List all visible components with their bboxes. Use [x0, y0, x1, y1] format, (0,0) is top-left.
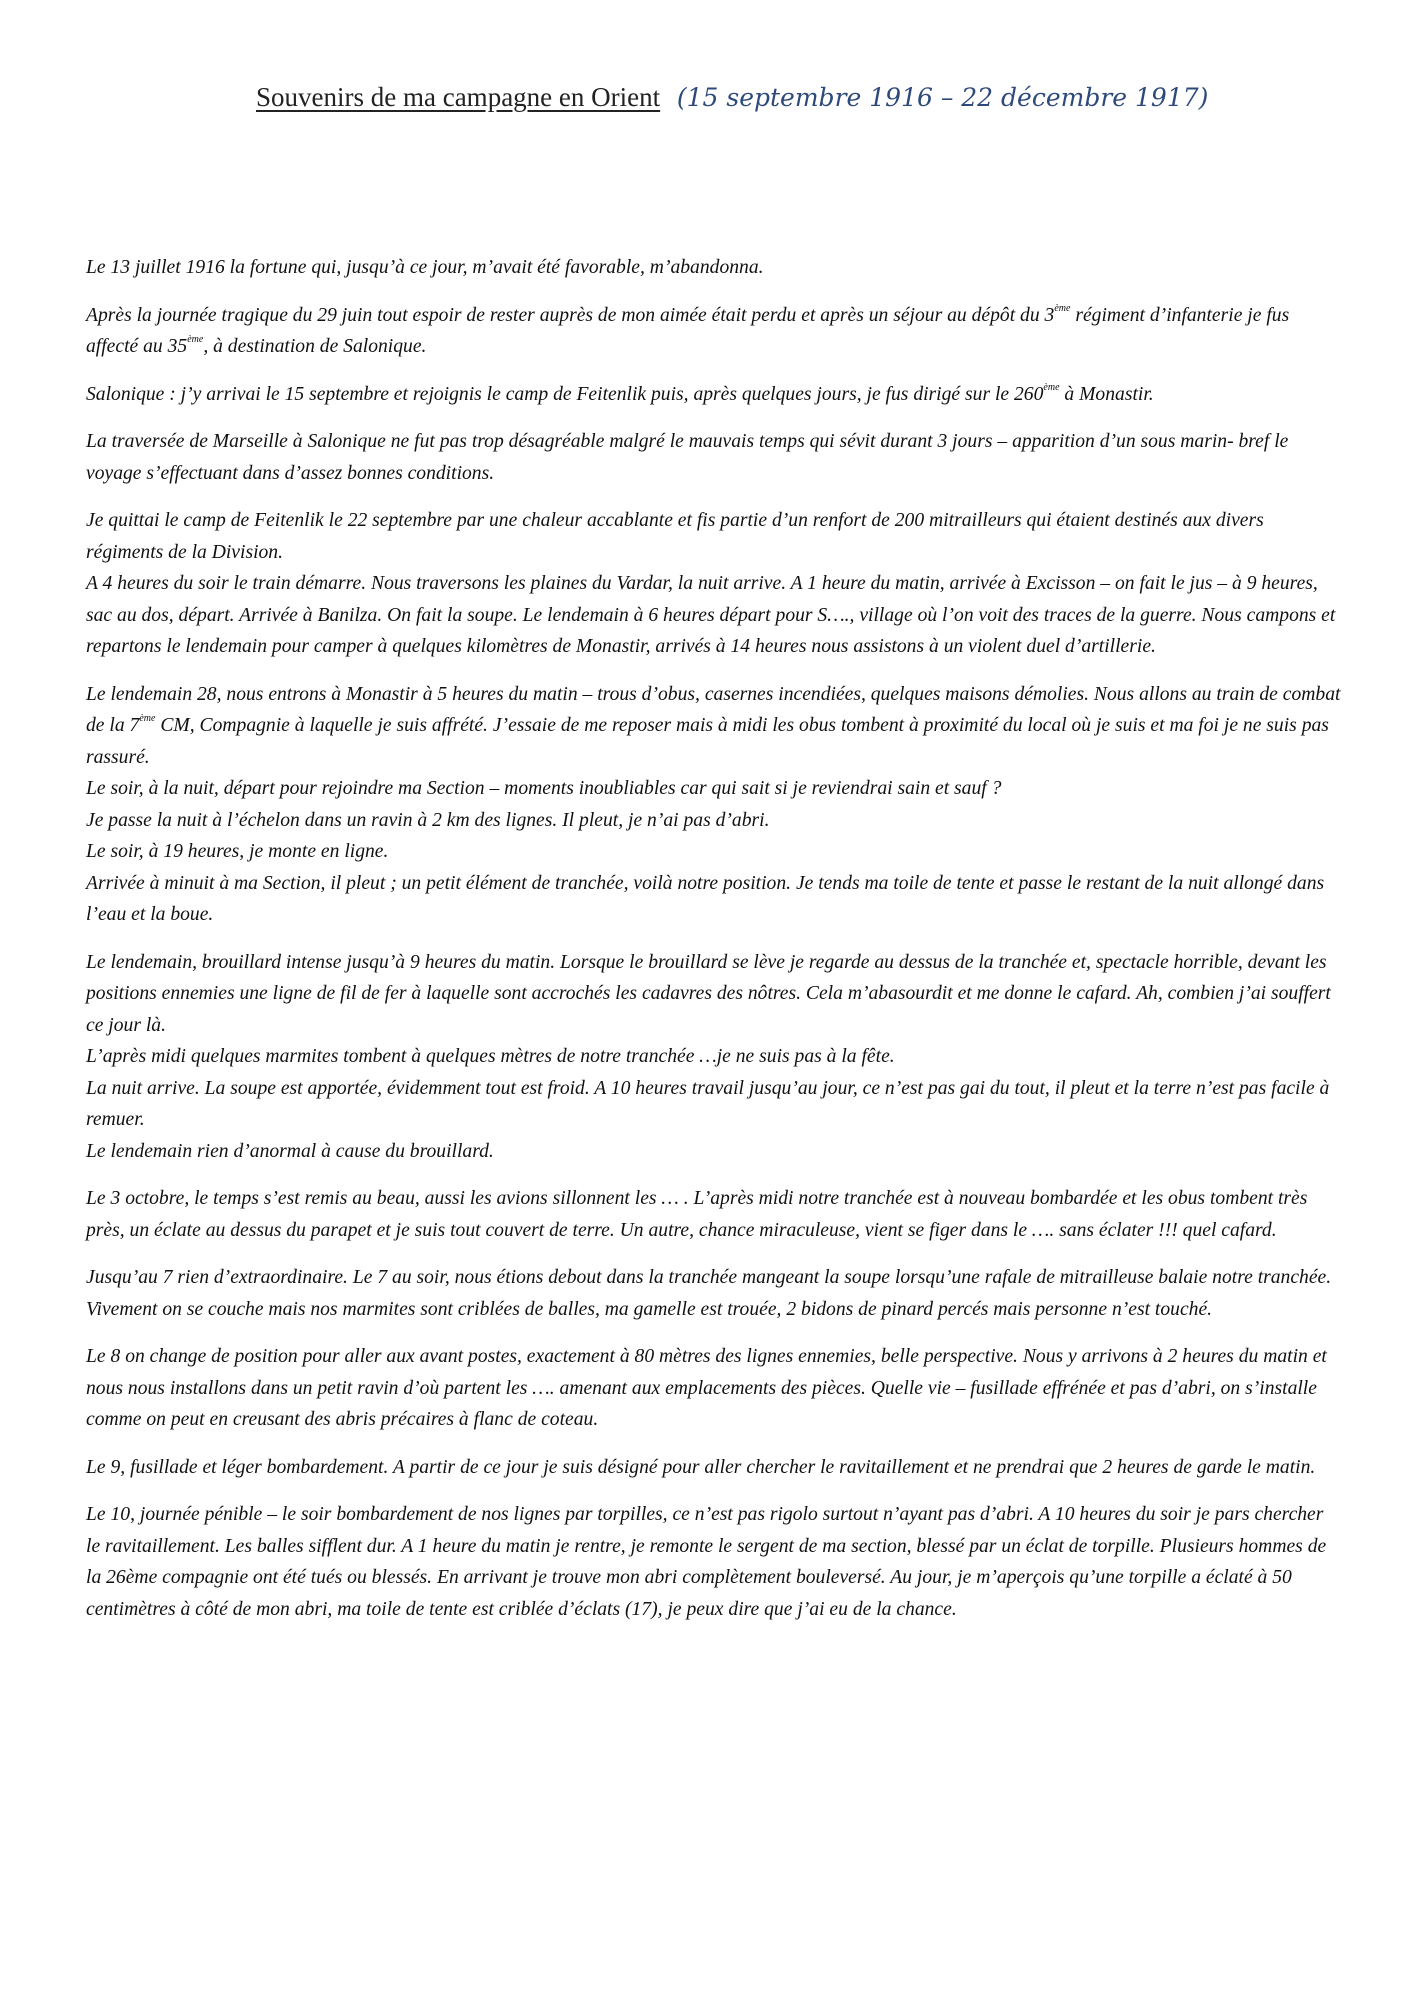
text-segment: Le soir, à 19 heures, je monte en ligne. [86, 841, 389, 862]
text-segment: L’après midi quelques marmites tombent à quelques mètres de notre tranchée …je ne suis pas à la fête. [86, 1046, 895, 1067]
text-segment: régiment d’infanterie je fus affecté au 35 [86, 304, 1290, 357]
text-segment: Le lendemain, brouillard intense jusqu’à 9 heures du matin. Lorsque le brouillard se lève je regarde au dessus de la tranchée et, spectacle horrible, devant les positions ennemies une ligne de fil de fer à laquelle sont accrochés les cadavres des nôtres. Cela m’abasourdit et me donne le cafard. Ah, combien j’ai souffert ce jour là. [86, 951, 1331, 1036]
text-segment: Le soir, à la nuit, départ pour rejoindre ma Section – moments inoubliables car qui sait si je reviendrai sain et sauf ? [86, 778, 1002, 799]
text-segment: A 4 heures du soir le train démarre. Nous traversons les plaines du Vardar, la nuit arrive. A 1 heure du matin, arrivée à Excisson – on fait le jus – à 9 heures, sac au dos, départ. Arrivée à Banilza. On fait la soupe. Le lendemain à 6 heures départ pour S…., village où l’on voit des traces de la guerre. Nous campons et repartons le lendemain pour camper à quelques kilomètres de Monastir, arrivés à 14 heures nous assistons à un violent duel d’artillerie. [86, 573, 1336, 657]
text-segment: Le 10, journée pénible – le soir bombardement de nos lignes par torpilles, ce n’est pas rigolo surtout n’ayant pas d’abri. A 10 heures du soir je pars chercher le ravitaillement. Les balles sifflent dur. A 1 heure du matin je rentre, je remonte le sergent de ma section, blessé par un éclat de torpille. Plusieurs hommes de la 26ème compagnie ont été tués ou blessés. En arrivant je trouve mon abri complètement bouleversé. Au jour, je m’aperçois qu’une torpille a éclaté à 50 centimètres à côté de mon abri, ma toile de tente est criblée d’éclats (17), je peux dire que j’ai eu de la chance. [86, 1504, 1327, 1620]
paragraph [86, 426, 1342, 489]
paragraph [86, 1341, 1342, 1436]
document-title: Souvenirs de ma campagne en Orient [256, 82, 661, 112]
paragraph [86, 1499, 1342, 1625]
paragraph [86, 1452, 1342, 1484]
paragraph [86, 300, 1342, 363]
paragraph [86, 379, 1342, 411]
text-segment: Le 13 juillet 1916 la fortune qui, jusqu’à ce jour, m’avait été favorable, m’abandonna. [86, 257, 764, 278]
paragraph [86, 773, 1342, 805]
text-segment: Après la journée tragique du 29 juin tout espoir de rester auprès de mon aimée était perdu et après un séjour au dépôt du 3 [86, 304, 1055, 326]
paragraph [86, 1183, 1342, 1246]
document-body [86, 252, 1342, 1641]
text-segment: Le 8 on change de position pour aller aux avant postes, exactement à 80 mètres des lignes ennemies, belle perspective. Nous y arrivons à 2 heures du matin et nous nous installons dans un petit ravin d’où partent les …. amenant aux emplacements des pièces. Quelle vie – fusillade effrénée et pas d’abri, on s’installe comme on peut en creusant des abris précaires à flanc de coteau. [86, 1346, 1327, 1430]
text-segment: Le 3 octobre, le temps s’est remis au beau, aussi les avions sillonnent les … . L’après midi notre tranchée est à nouveau bombardée et les obus tombent très près, un éclate au dessus du parapet et je suis tout couvert de terre. Un autre, chance miraculeuse, vient se figer dans le …. sans éclater !!! quel cafard. [86, 1188, 1308, 1241]
superscript: ème [1043, 381, 1060, 393]
paragraph [86, 1136, 1342, 1168]
paragraph [86, 805, 1342, 837]
superscript: ème [1054, 302, 1071, 314]
document-date-range: (15 septembre 1916 – 22 décembre 1917) [676, 83, 1209, 112]
text-segment: CM, Compagnie à laquelle je suis affrété. J’essaie de me reposer mais à midi les obus tombent à proximité du local où je suis et ma foi je ne suis pas rassuré. [86, 715, 1329, 768]
text-segment: Le lendemain 28, nous entrons à Monastir à 5 heures du matin – trous d’obus, casernes incendiées, quelques maisons démolies. Nous allons au train de combat de la 7 [86, 683, 1341, 736]
paragraph [86, 252, 1342, 284]
text-segment: Arrivée à minuit à ma Section, il pleut ; un petit élément de tranchée, voilà notre position. Je tends ma toile de tente et passe le restant de la nuit allongé dans l’eau et la boue. [86, 872, 1325, 925]
text-segment: , à destination de Salonique. [203, 336, 427, 357]
text-segment: à Monastir. [1059, 383, 1154, 405]
paragraph [86, 947, 1342, 1042]
paragraph [86, 505, 1342, 568]
text-segment: Salonique : j’y arrivai le 15 septembre et rejoignis le camp de Feitenlik puis, après quelques jours, je fus dirigé sur le 260 [86, 383, 1044, 405]
paragraph [86, 1262, 1342, 1325]
superscript: ème [187, 334, 204, 346]
text-segment: Jusqu’au 7 rien d’extraordinaire. Le 7 au soir, nous étions debout dans la tranchée mangeant la soupe lorsqu’une rafale de mitrailleuse balaie notre tranchée. Vivement on se couche mais nos marmites sont criblées de balles, ma gamelle est trouée, 2 bidons de pinard percés mais personne n’est touché. [86, 1267, 1332, 1320]
paragraph [86, 1073, 1342, 1136]
document-title-line [256, 82, 1356, 113]
paragraph [86, 868, 1342, 931]
text-segment: Je passe la nuit à l’échelon dans un ravin à 2 km des lignes. Il pleut, je n’ai pas d’abri. [86, 809, 770, 831]
text-segment: Je quittai le camp de Feitenlik le 22 septembre par une chaleur accablante et fis partie d’un renfort de 200 mitrailleurs qui étaient destinés aux divers régiments de la Division. [86, 510, 1264, 563]
paragraph [86, 1041, 1342, 1073]
text-segment: Le lendemain rien d’anormal à cause du brouillard. [86, 1140, 494, 1162]
text-segment: Le 9, fusillade et léger bombardement. A partir de ce jour je suis désigné pour aller chercher le ravitaillement et ne prendrai que 2 heures de garde le matin. [86, 1456, 1316, 1478]
paragraph [86, 568, 1342, 663]
paragraph [86, 679, 1342, 774]
text-segment: La nuit arrive. La soupe est apportée, évidemment tout est froid. A 10 heures travail jusqu’au jour, ce n’est pas gai du tout, il pleut et la terre n’est pas facile à remuer. [86, 1077, 1330, 1130]
superscript: ème [139, 713, 156, 725]
text-segment: La traversée de Marseille à Salonique ne fut pas trop désagréable malgré le mauvais temps qui sévit durant 3 jours – apparition d’un sous marin- bref le voyage s’effectuant dans d’assez bonnes conditions. [86, 431, 1289, 484]
paragraph [86, 836, 1342, 868]
